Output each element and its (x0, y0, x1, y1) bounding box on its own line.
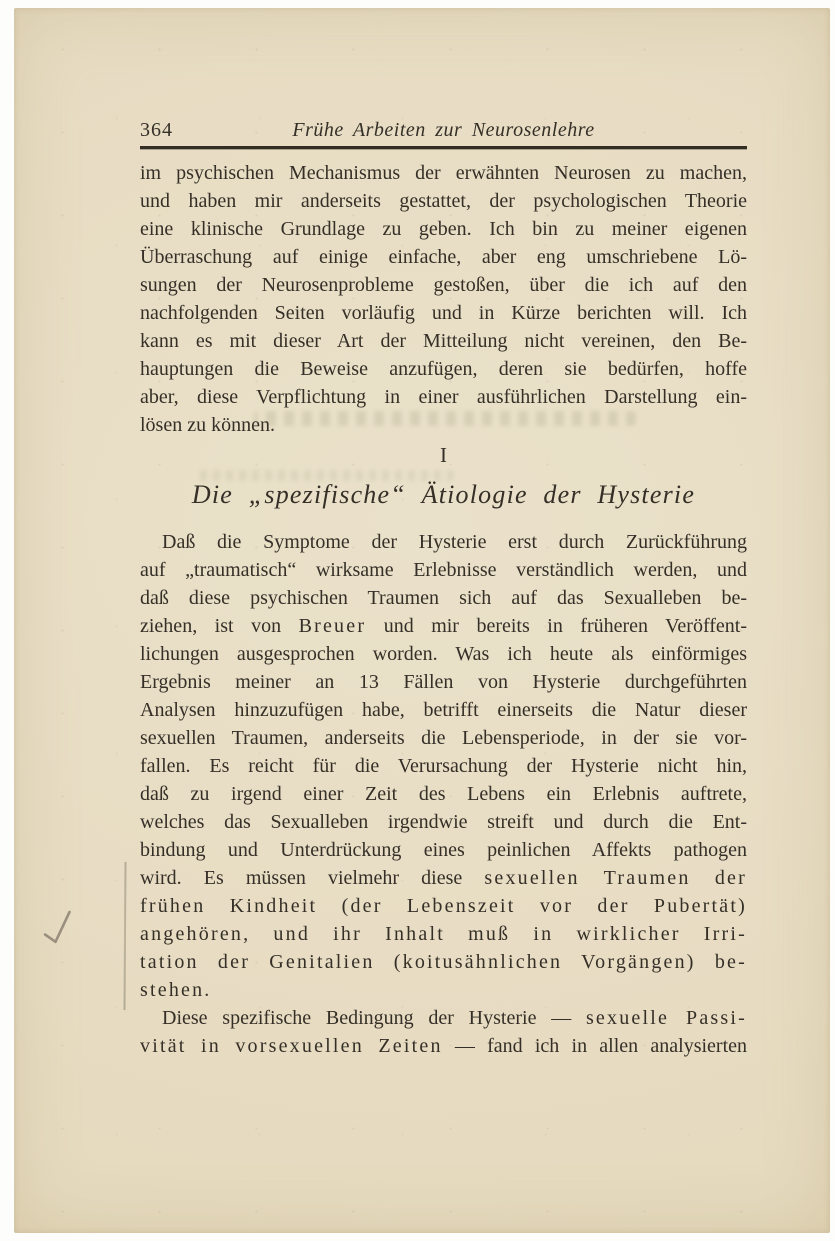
text-line (140, 411, 747, 439)
text-line (140, 696, 747, 724)
paragraph (140, 1004, 747, 1060)
text-segment: — fand ich in allen analysierten (442, 1035, 748, 1057)
text-line (140, 383, 747, 411)
emphasized-spaced-text: Breuer (298, 615, 367, 637)
text-segment: bindung und Unterdrückung eines peinlichen Affekts pathogen (140, 839, 747, 861)
paragraph (140, 159, 747, 439)
text-segment: Überraschung auf einige einfache, aber eng umschriebene Lö- (140, 246, 747, 268)
running-head: Frühe Arbeiten zur Neurosenlehre (292, 119, 595, 141)
emphasized-spaced-text: vität in vorsexuellen Zeiten (140, 1035, 443, 1057)
text-segment: Daß die Symptome der Hysterie erst durch Zurückführung (162, 531, 747, 553)
text-line (140, 271, 747, 299)
text-segment: kann es mit dieser Art der Mitteilung nicht vereinen, den Be- (140, 330, 747, 352)
text-line (140, 836, 747, 864)
text-line (140, 327, 747, 355)
page-header (140, 114, 747, 144)
text-segment: sungen der Neurosenprobleme gestoßen, über die ich auf den (140, 274, 747, 296)
text-line (140, 668, 747, 696)
text-line (140, 1004, 747, 1032)
text-segment: nachfolgenden Seiten vorläufig und in Kürze berichten will. Ich (140, 302, 747, 324)
pencil-margin-line (123, 862, 126, 1010)
text-segment: und mir bereits in früheren Veröffent- (366, 615, 747, 637)
text-segment: fallen. Es reicht für die Verursachung der Hysterie nicht hin, (140, 755, 747, 777)
text-line (140, 948, 747, 976)
text-line (140, 187, 747, 215)
text-line (140, 215, 747, 243)
text-line (140, 528, 747, 556)
pencil-checkmark-icon (36, 904, 82, 950)
header-rule (140, 146, 747, 149)
text-line (140, 976, 747, 1004)
section-heading: Die „spezifische“ Ätiologie der Hysterie (191, 480, 696, 509)
text-segment: wird. Es müssen vielmehr diese (140, 867, 485, 889)
text-line (140, 612, 747, 640)
text-line (140, 724, 747, 752)
text-line (140, 159, 747, 187)
text-line (140, 243, 747, 271)
text-segment: und haben mir anderseits gestattet, der psychologischen Theorie (140, 190, 747, 212)
text-segment: aber, diese Verpflichtung in einer ausführlichen Darstellung ein- (140, 386, 747, 408)
text-line (140, 556, 747, 584)
text-line (140, 640, 747, 668)
emphasized-spaced-text: tation der Genitalien (koitusähnlichen Vorgängen) be- (140, 951, 747, 973)
text-segment: lichungen ausgesprochen worden. Was ich heute als einförmiges (140, 643, 747, 665)
emphasized-spaced-text: sexuelle Passi- (585, 1007, 747, 1029)
text-segment: Diese spezifische Bedingung der Hysterie — (162, 1007, 586, 1029)
text-segment: daß zu irgend einer Zeit des Lebens ein Erlebnis auftrete, (140, 783, 747, 805)
paragraph (140, 528, 747, 1004)
paragraph-area-top (140, 159, 747, 439)
paragraph-area-bottom (140, 528, 747, 1060)
text-line (140, 864, 747, 892)
page-number: 364 (140, 119, 173, 141)
text-line (140, 920, 747, 948)
text-segment: Analysen hinzuzufügen habe, betrifft einerseits die Natur dieser (140, 699, 747, 721)
text-line (140, 299, 747, 327)
emphasized-spaced-text: sexuellen Traumen der (484, 867, 747, 889)
text-segment: lösen zu können. (140, 414, 275, 436)
text-segment: sexuellen Traumen, anderseits die Lebensperiode, in der sie vor- (140, 727, 747, 749)
text-line (140, 808, 747, 836)
text-segment: hauptungen die Beweise anzufügen, deren sie bedürfen, hoffe (140, 358, 747, 380)
text-segment: ziehen, ist von (140, 615, 299, 637)
text-line (140, 892, 747, 920)
text-line (140, 584, 747, 612)
text-segment: eine klinische Grundlage zu geben. Ich bin zu meiner eigenen (140, 218, 747, 240)
text-line (140, 780, 747, 808)
section-numeral: I (440, 443, 447, 467)
text-column (140, 114, 747, 1060)
text-segment: im psychischen Mechanismus der erwähnten Neurosen zu machen, (140, 162, 747, 184)
emphasized-spaced-text: stehen. (140, 979, 212, 1001)
text-line (140, 1032, 747, 1060)
emphasized-spaced-text: frühen Kindheit (der Lebenszeit vor der Pubertät) (140, 895, 747, 917)
text-line (140, 752, 747, 780)
text-segment: daß diese psychischen Traumen sich auf das Sexualleben be- (140, 587, 747, 609)
paper-background (14, 8, 830, 1233)
body-text (140, 159, 747, 1060)
text-segment: auf „traumatisch“ wirksame Erlebnisse verständlich werden, und (140, 559, 747, 581)
text-line (140, 355, 747, 383)
emphasized-spaced-text: angehören, und ihr Inhalt muß in wirklicher Irri- (140, 923, 747, 945)
text-segment: Ergebnis meiner an 13 Fällen von Hysterie durchgeführten (140, 671, 747, 693)
text-segment: welches das Sexualleben irgendwie streift und durch die Ent- (140, 811, 747, 833)
